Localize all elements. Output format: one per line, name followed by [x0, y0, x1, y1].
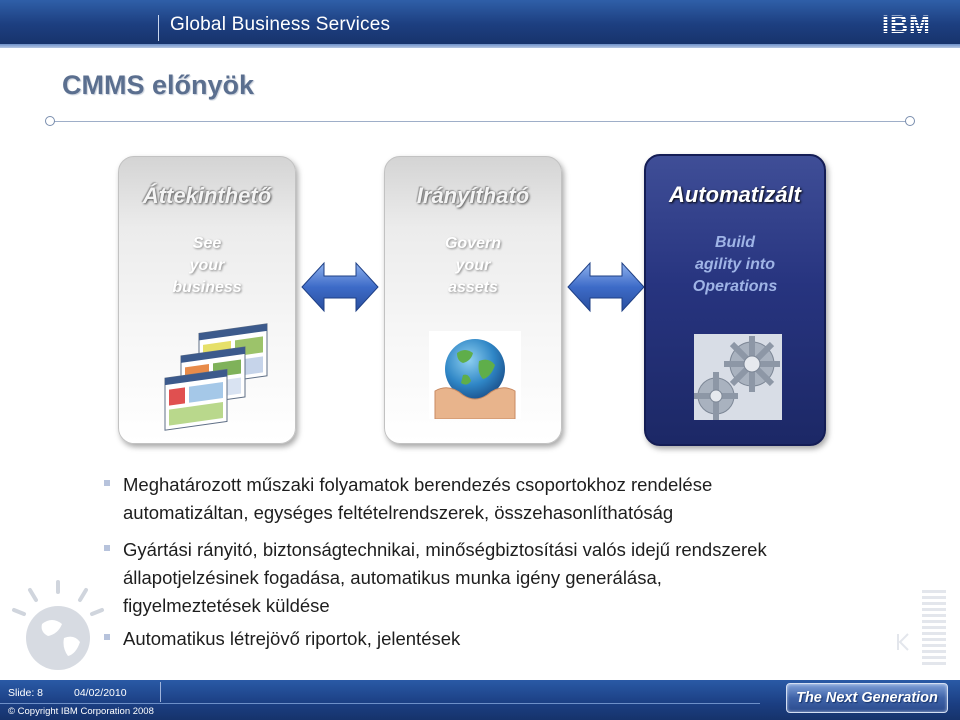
card-overview	[118, 156, 296, 444]
ibm-logo-icon	[880, 11, 948, 39]
card-subtitle	[119, 233, 295, 299]
planet-decoration-icon	[8, 578, 108, 678]
next-generation-text: The Next Generation	[796, 690, 938, 706]
gears-icon	[694, 334, 782, 420]
card-subtitle	[385, 233, 561, 299]
copyright: © Copyright IBM Corporation 2008	[8, 706, 154, 717]
card-subtitle-line: your	[189, 257, 225, 274]
double-arrow-icon	[566, 260, 646, 314]
card-subtitle-line: your	[455, 257, 491, 274]
footer-separator	[160, 682, 161, 702]
ibm-stripes-decoration-icon	[892, 588, 952, 670]
dashboard-screens-icon	[159, 321, 269, 439]
card-heading: Áttekinthető	[142, 183, 272, 208]
double-arrow-icon	[300, 260, 380, 314]
bullet-text	[123, 536, 767, 620]
bullet-line: Meghatározott műszaki folyamatok berendezés csoportokhoz rendelése	[123, 474, 713, 495]
bullet-line: figyelmeztetések küldése	[123, 595, 330, 616]
header-title: Global Business Services	[170, 14, 391, 35]
card-subtitle-line: Operations	[692, 278, 778, 295]
header-bar	[0, 0, 960, 44]
card-subtitle	[646, 232, 824, 298]
bullet-text	[123, 471, 712, 527]
slide-number: Slide: 8	[8, 687, 44, 699]
rule-endpoint-right	[905, 116, 915, 126]
card-subtitle-line: business	[172, 279, 242, 296]
header-divider	[158, 15, 159, 41]
card-automated	[644, 154, 826, 446]
card-governable	[384, 156, 562, 444]
next-generation-badge	[786, 683, 948, 713]
rule-endpoint-left	[45, 116, 55, 126]
globe-in-hands-icon	[429, 331, 521, 419]
card-subtitle-line: assets	[448, 279, 498, 296]
card-subtitle-line: Govern	[444, 235, 501, 252]
header-stripe	[0, 44, 960, 48]
bullet-marker	[104, 480, 110, 486]
slide-date: 04/02/2010	[74, 687, 127, 699]
card-heading: Automatizált	[669, 182, 801, 207]
page-title: CMMS előnyök	[62, 70, 255, 100]
card-subtitle-line: Build	[715, 234, 755, 251]
title-rule	[50, 121, 910, 122]
bullet-line: automatizáltan, egységes feltételrendszerek, összehasonlíthatóság	[123, 502, 674, 523]
card-subtitle-line: See	[192, 235, 222, 252]
bullet-marker	[104, 545, 110, 551]
bullet-line: állapotjelzésinek fogadása, automatikus munka igény generálása,	[123, 567, 662, 588]
card-heading: Irányítható	[416, 183, 530, 208]
card-subtitle-line: agility into	[695, 256, 775, 273]
bullet-line: Automatikus létrejövő riportok, jelentések	[123, 628, 461, 649]
footer-divider-line	[0, 703, 760, 704]
ibm-logo-text: IBM	[882, 11, 931, 39]
bullet-text	[123, 625, 460, 653]
bullet-line: Gyártási rányitó, biztonságtechnikai, minőségbiztosítási valós idejű rendszerek	[123, 539, 767, 560]
